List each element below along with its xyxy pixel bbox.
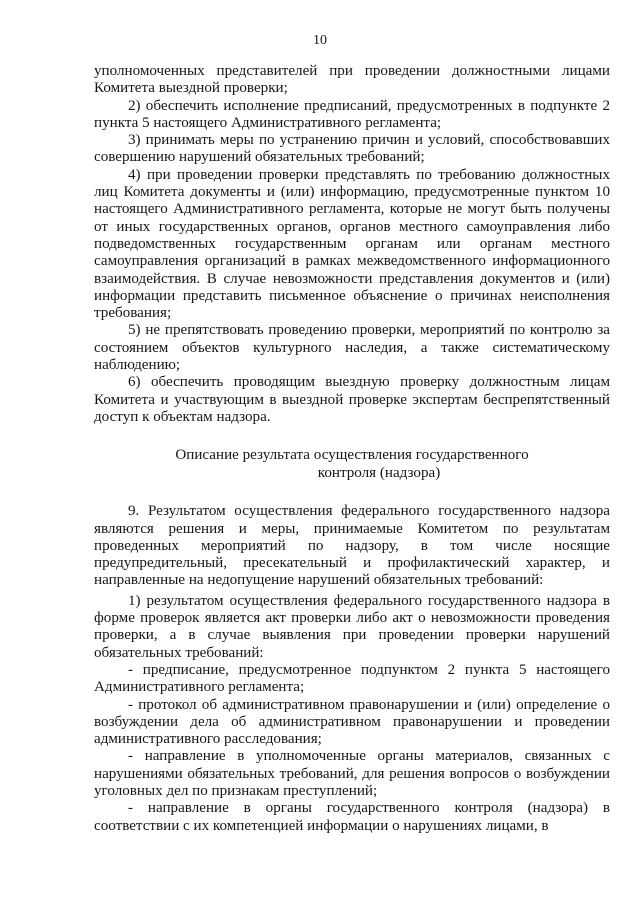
- page-number: 10: [313, 33, 327, 48]
- dash-item-information: - направление в органы государственного контроля (надзора) в соответствии с их компетенцией информации о нарушениях лицами, в: [94, 800, 610, 834]
- section-heading-line-2: контроля (надзора): [317, 465, 441, 482]
- paragraph-9: 9. Результатом осуществления федерального государственного надзора являются решения и меры, принимаемые Комитетом по результатам проведенных мероприятий по надзору, в том числе носящие предупредительный, пресекательный и профилактический характер, и направленные на недопущение нарушений обязательных требований:: [94, 503, 610, 589]
- list-item-1: 1) результатом осуществления федерального государственного надзора в форме проверок является акт проверки либо акт о невозможности проведения проверки, а в случае выявления при проведении проверки нарушений обязательных требований:: [94, 592, 610, 661]
- section-heading-line-1: Описание результата осуществления государственного: [175, 447, 529, 464]
- dash-item-protocol: - протокол об административном правонарушении и (или) определение о возбуждении дела об административном правонарушении и проведении административного расследования;: [94, 696, 610, 748]
- list-item-2: 2) обеспечить исполнение предписаний, предусмотренных в подпункте 2 пункта 5 настоящего Административного регламента;: [94, 97, 610, 131]
- paragraph-continuation: уполномоченных представителей при проведении должностными лицами Комитета выездной проверки;: [94, 63, 610, 97]
- document-body: [94, 63, 610, 835]
- list-item-5: 5) не препятствовать проведению проверки, мероприятий по контролю за состоянием объектов культурного наследия, а также систематическому наблюдению;: [94, 322, 610, 374]
- dash-item-order: - предписание, предусмотренное подпунктом 2 пункта 5 настоящего Административного регламента;: [94, 661, 610, 696]
- list-item-6: 6) обеспечить проводящим выездную проверку должностным лицам Комитета и участвующим в выездной проверке экспертам беспрепятственный доступ к объектам надзора.: [94, 374, 610, 425]
- section-heading: [94, 446, 610, 482]
- dash-item-materials: - направление в уполномоченные органы материалов, связанных с нарушениями обязательных требований, для решения вопросов о возбуждении уголовных дел по признакам преступлений;: [94, 748, 610, 799]
- list-item-4: 4) при проведении проверки представлять по требованию должностных лиц Комитета документы и (или) информацию, предусмотренные пунктом 10 настоящего Административного регламента, которые не могут быть получены от иных государственных органов, органов местного самоуправления либо подведомственных государственным органам или органам местного самоуправления организаций в рамках межведомственного информационного взаимодействия. В случае невозможности представления документов и (или) информации представить письменное объяснение о причинах неисполнения требования;: [94, 166, 610, 322]
- list-item-3: 3) принимать меры по устранению причин и условий, способствовавших совершению нарушений обязательных требований;: [94, 132, 610, 166]
